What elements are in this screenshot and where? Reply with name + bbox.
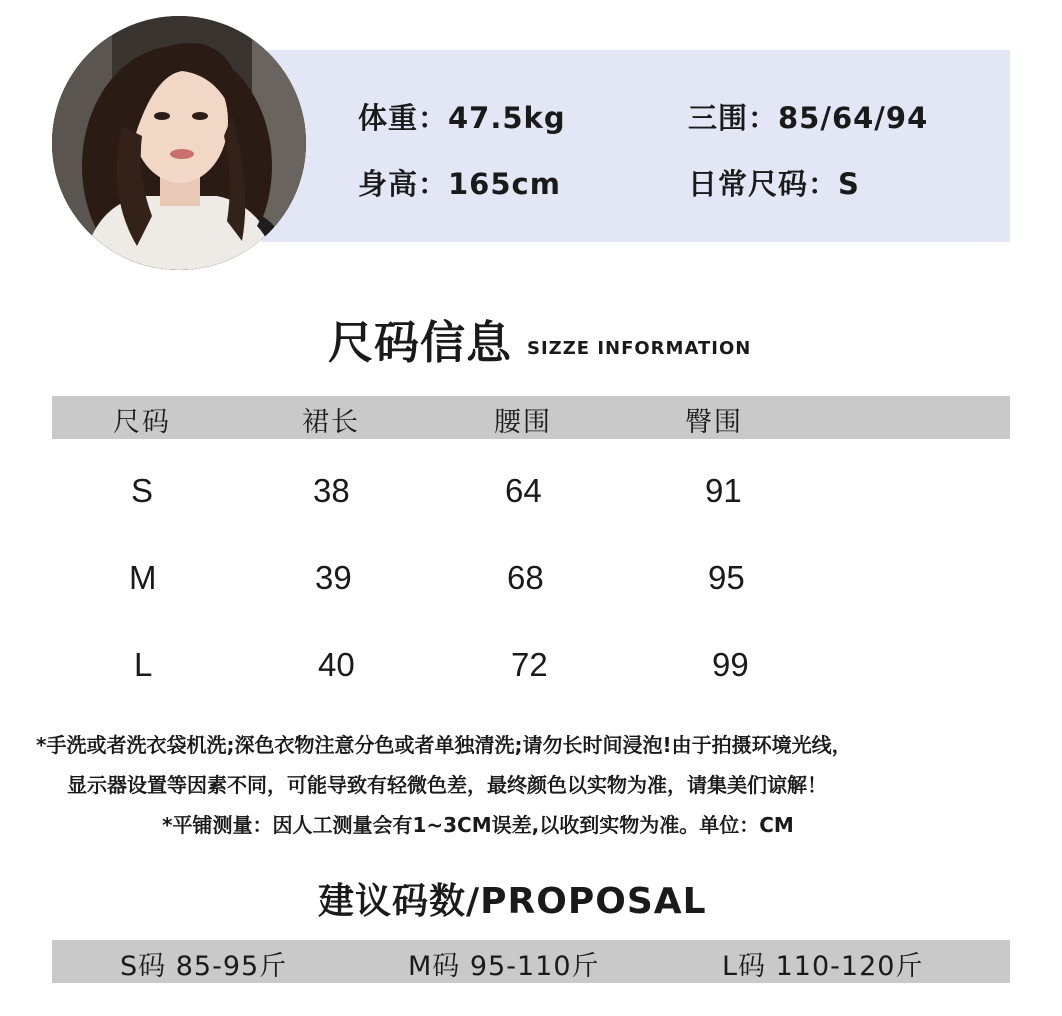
table-cell: 72 (511, 646, 548, 683)
model-measurements: 三围：85/64/94 (688, 101, 929, 135)
header-size: 尺码 (113, 407, 171, 438)
measure-note: *平铺测量：因人工测量会有1~3CM误差,以收到实物为准。单位：CM (162, 813, 794, 837)
header-length: 裙长 (302, 407, 360, 438)
table-cell: L (134, 646, 153, 683)
table-cell: 99 (712, 646, 749, 683)
table-cell: 68 (507, 559, 544, 596)
table-cell: 91 (705, 472, 742, 509)
model-avatar (52, 16, 306, 270)
table-cell: 39 (315, 559, 352, 596)
color-note: 显示器设置等因素不同，可能导致有轻微色差，最终颜色以实物为准，请集美们谅解！ (67, 773, 827, 797)
proposal-title: 建议码数/PROPOSAL (318, 881, 707, 922)
header-hip: 臀围 (685, 407, 743, 438)
table-cell: 64 (505, 472, 542, 509)
header-waist: 腰围 (494, 407, 552, 438)
table-cell: 40 (318, 646, 355, 683)
table-cell: M (129, 559, 157, 596)
proposal-m: M码 95-110斤 (408, 951, 600, 982)
table-cell: 38 (313, 472, 350, 509)
proposal-s: S码 85-95斤 (120, 951, 288, 982)
model-height: 身高：165cm (358, 167, 561, 201)
model-info-panel (262, 50, 1010, 242)
care-note: *手洗或者洗衣袋机洗;深色衣物注意分色或者单独清洗;请勿长时间浸泡!由于拍摄环境光线， (36, 733, 852, 757)
size-info-subtitle: SIZZE INFORMATION (527, 338, 752, 359)
model-portrait-image (52, 16, 306, 270)
model-weight: 体重：47.5kg (358, 101, 566, 135)
model-daily-size: 日常尺码：S (688, 167, 860, 201)
proposal-l: L码 110-120斤 (722, 951, 924, 982)
table-cell: 95 (708, 559, 745, 596)
table-cell: S (131, 472, 154, 509)
size-info-title: 尺码信息 (328, 316, 513, 369)
